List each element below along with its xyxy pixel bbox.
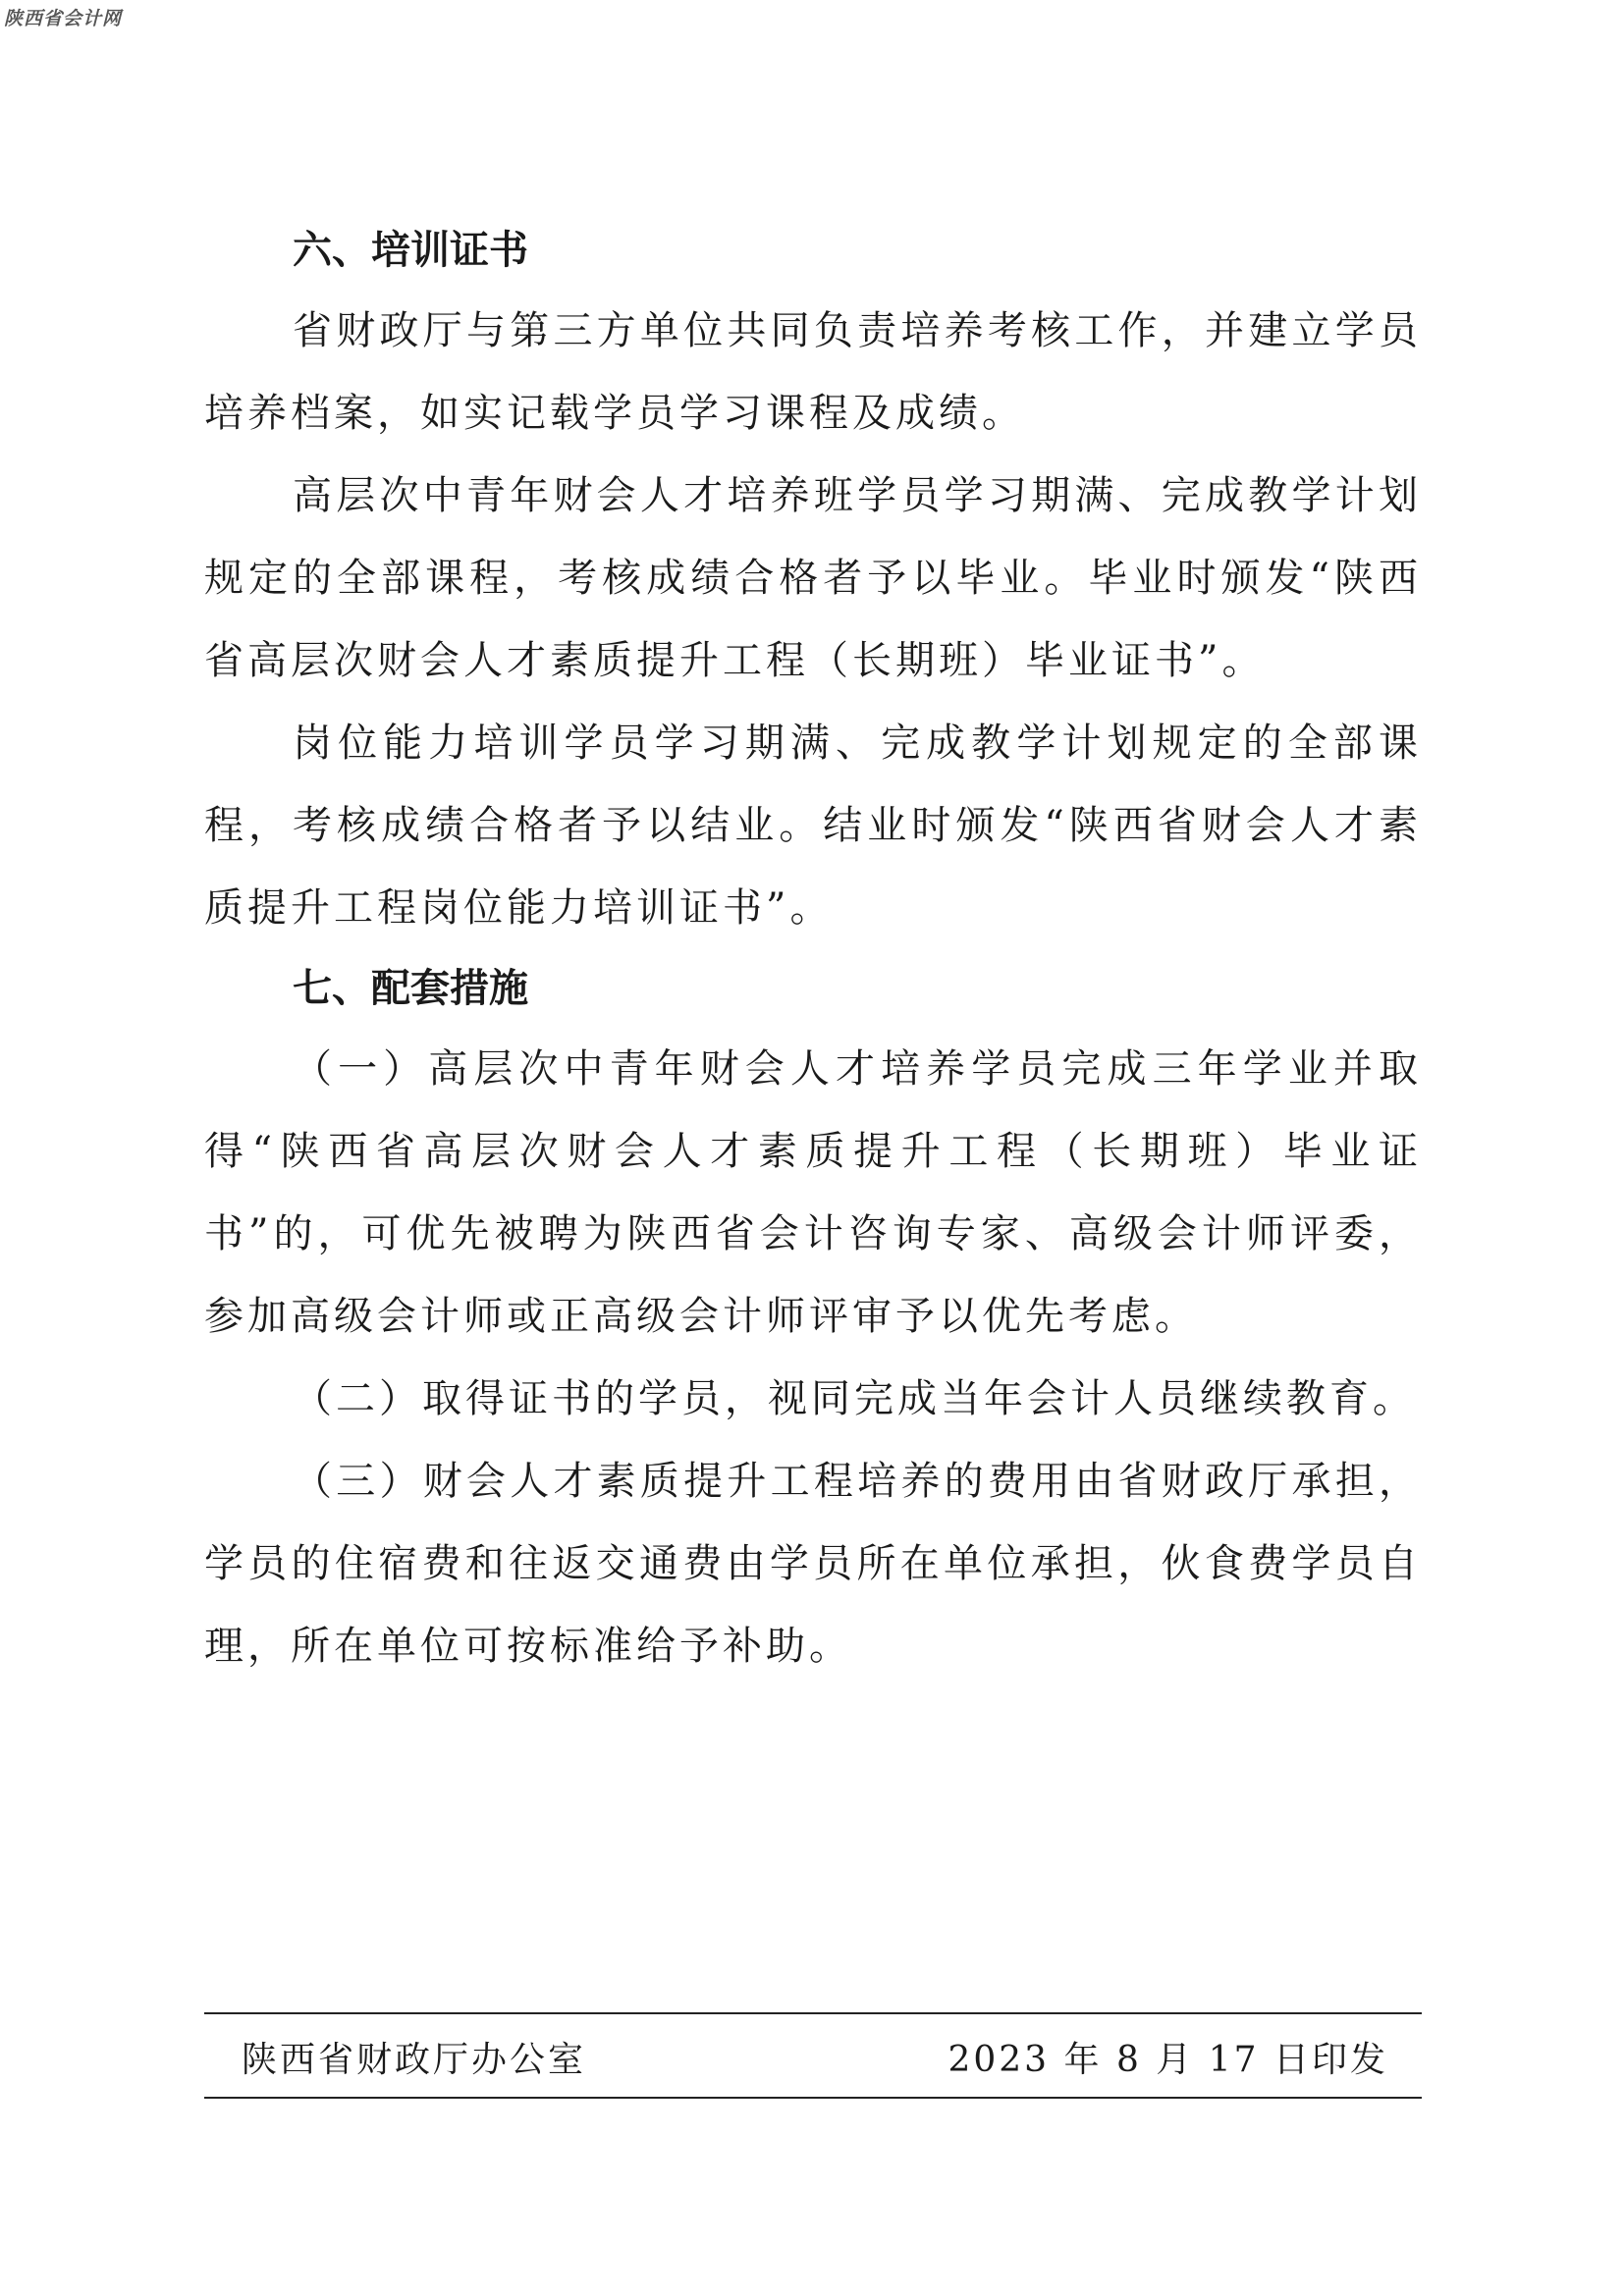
paragraph-measure-2: （二）取得证书的学员，视同完成当年会计人员继续教育。 [293,1376,1416,1421]
section-heading-certificate: 六、培训证书 [293,228,528,273]
section-heading-measures: 七、配套措施 [293,966,528,1011]
paragraph-measure-3: （三）财会人才素质提升工程培养的费用由省财政厅承担，学员的住宿费和往返交通费由学员所在单位承担，伙食费学员自理，所在单位可按标准给予补助。 [204,1459,1422,1669]
paragraph-graduation-certificate: 高层次中青年财会人才培养班学员学习期满、完成教学计划规定的全部课程，考核成绩合格者予以毕业。毕业时颁发“陕西省高层次财会人才素质提升工程（长期班）毕业证书”。 [204,473,1422,683]
document-body [204,211,1422,1687]
paragraph-completion-certificate: 岗位能力培训学员学习期满、完成教学计划规定的全部课程，考核成绩合格者予以结业。结业时颁发“陕西省财会人才素质提升工程岗位能力培训证书”。 [204,721,1422,931]
issuing-office: 陕西省财政厅办公室 [242,2040,587,2080]
section-training-certificate [204,211,1422,949]
section-supporting-measures [204,949,1422,1687]
paragraph-archive: 省财政厅与第三方单位共同负责培养考核工作，并建立学员培养档案，如实记载学员学习课程及成绩。 [204,308,1422,436]
paragraph-measure-1: （一）高层次中青年财会人才培养学员完成三年学业并取得“陕西省高层次财会人才素质提升工程（长期班）毕业证书”的，可优先被聘为陕西省会计咨询专家、高级会计师评委，参加高级会计师或正高级会计师评审予以优先考虑。 [204,1046,1422,1339]
issue-date: 2023 年 8 月 17 日印发 [947,2040,1388,2080]
site-watermark: 陕西省会计网 [4,8,123,29]
document-footer [204,2012,1422,2099]
